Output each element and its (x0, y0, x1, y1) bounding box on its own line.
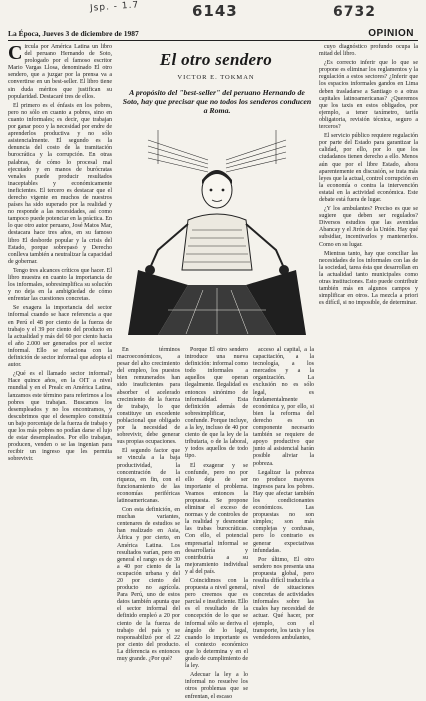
article-paragraph: Se exagera la importancia del sector informal cuando se hace referencia a que en Perú el 48 por ciento de la fuerza de trabajo y el 39 por ciento del producto en la actualidad y más del 60 por ciento hacia el año 2.000 ser generados por el sector informal. Ello se relaciona con la definición de sector informal que adopta el autor. (8, 305, 112, 369)
article-paragraph: Porque El otro sendero introduce una nueva definición: informal como todo informales a aquellos que operan ilegalmente. Ilegalidad es entonces sinónimo de informalidad. Esta definición además de sobresimplificar, confunde. Porque incluye, a la ley, incluso de 40 por ciento de que la ley de la tributaria, o de la laboral, y todos aquellos de todo tipo. (185, 347, 248, 460)
article-paragraph: El segundo factor que se vincula a la baja productividad, la concentración de la riqueza, en fin, con el funcionamiento de las economías periféricas latinoamericanas. (117, 448, 180, 504)
dropcap: C (8, 42, 23, 64)
article-paragraph: acceso al capital, a la capacitación, a la tecnología, a los mercados y a la organización. La exclusión no es sólo legal, es fundamentalmente económica y, por ello, si bien la reforma del derecho es un componente necesario también se requiere de apoyo productivo que junto al asistencial harán posible aliviar la pobreza. (253, 347, 314, 467)
handwritten-annotation-left: Jsp. - 1.7 (89, 0, 140, 14)
article-column-4 (253, 347, 314, 641)
article-paragraph: Tengo tres alcances críticos que hacer. El libro muestra en cuanto la importancia de los informales, sobresimplifica su solución y no deja en la ambigüedad de cómo enfrentar las cuestiones concretas. (8, 267, 112, 303)
article-paragraph: El primero es el énfasis en los pobres, pero no sólo en cuanto a pobres, sino en cuanto informales; es decir, que trabajan por ganar poco y la necesidad por endre de aprenderlos productiva y no sólo asistencialmente. El segundo es la denuncia del costo de la tramitación burocrática y la corrupción. En otras palabras, de cómo lo procesal mal ejecutado y en manos de burócratas venales puede producir resultados inaceptables y económicamente ineficientes. El tercero es destacar que el derecho vigente en muchos de nuestros países ha sido superado por la realidad y no responde a las necesidades, así como tampoco puede potenciar en la práctica. En lo que otro autor peruano, José Matos Mar, destacara hace tres años, en su famoso libro El desborde popular y la crisis del Estado, porque sobrepasó y Derecho conlleva también a neutralizar la capacidad de gobernar. (8, 102, 112, 265)
article-paragraph: Legalizar la pobreza no produce mayores ingresos para los pobres. Hay que afectar también los condicionantes económicos. Las propuestas no son simples; son más complejas y confusas, pero lo contrario es generar expectativas infundadas. (253, 469, 314, 554)
handwritten-annotation-middle: 6143 (192, 2, 238, 20)
article-paragraph: ¿Es correcto inferir que lo que se propone es eliminar los reglamentos y la regulación a estos sectores? ¿Inferir que los espacios informales gandos en Lima deben trasladarse a Santiago o a otras capitales latinoamericanas? ¿Queremos que los taxis en estos obligados, por ejemplo, a tener taxímetro, tarifa obligatoria, revisión técnica, seguro a terceros? (319, 60, 418, 131)
article-title: El otro sendero (159, 50, 273, 69)
article-column-2 (117, 347, 180, 663)
article-paragraph: Con esta definición, en muchas variantes, centenares de estudios se han realizado en Asia, África y por cierto, en América Latina. Los resultados varían, pero en general el rango es de 30 a 40 por ciento de la ocupación urbana y del 20 por ciento del producto no agrícola. Para Perú, uno de estos datos también apunta que el sector informal del definido empleó a 20 por ciento de la fuerza de trabajo del país y se responsabilizó por el 22 por ciento del producto. La diferencia es entonces muy grande. ¿Por qué? (117, 507, 180, 663)
article-paragraph: ¿Y los ambulantes? Preciso es que se sugiere que deben ser regulados? Diversos estudios que las avenidas Abancay y el Jirón de la Unión. Hay qué subsidiar, incentivarlos y mantenerlos. Como en su lugar. (319, 206, 418, 248)
article-paragraph: Mientras tanto, hay que conciliar las necesidades de los informales con las de la sociedad, tarea ésta que desarrollan en la actualidad tanto municipales como otras instituciones. Esto puede contribuir también más en algunos campos y simplificar en otros. La mezcla a priori es difícil, si no imposible, de determinar. (319, 250, 418, 307)
handwritten-annotation-right: 6732 (333, 4, 376, 20)
article-paragraph: Coincidimos con la propuesta a nivel general, pero creemos que es parcial e insuficiente. Ello es el resultado de la concepción de lo que se informal sólo se deriva el ángulo de lo legal, cuando lo importante es el contexto económico que lo determina y en el grado de cumplimiento de la ley. (185, 578, 248, 670)
article-column-5 (319, 44, 418, 596)
article-paragraph: Por último, El otro sendero nos presenta una propuesta global, pero resulta difícil traducirla a nivel de situaciones concretas de actividades informales sobre las cuales hay necesidad de actuar. Qué hacer, por ejemplo, con el transporte, los taxis y los vendedores ambulantes, (253, 556, 314, 641)
article-paragraph: cuyo diagnóstico profundo ocupa la mitad del libro. (319, 44, 418, 58)
article-paragraph: En términos macroeconómicos, a pesar del alto crecimiento del empleo, los puestos bien remunerados han sido insuficientes para absorber el acelerado crecimiento de la fuerza de trabajo, lo que constituye un excedente poblacional que obligado por la necesidad de sobrevivir, debe generar sus propias ocupaciones. (117, 347, 180, 446)
article-paragraph (8, 44, 112, 101)
illustration-figure-with-crossroads (128, 120, 306, 336)
article-paragraph: El exagerar y se confunde, pero no por ello deja de ser importante el problema. Veamos entonces la propuesta. Se propone eliminar el exceso de normas y de controles de la realidad y desmontar las trabas burocráticas. Con ello, el potencial empresarial informal se desarrollaría y contribuiría a su mejoramiento individual y al del país. (185, 462, 248, 575)
paper-date: La Época, Jueves 3 de diciembre de 1987 (8, 29, 139, 38)
article-paragraph: Adecuar la ley a lo informal no resuelve los otros problemas que se enfrentan, el escaso (185, 672, 248, 700)
article-deck: A propósito del "best-seller" del peruano Hernando de Soto, hay que precisar que no todos los senderos conducen a Roma. (122, 88, 312, 115)
article-paragraph: ¿Qué es el llamado sector informal? Hace quince años, en la OIT a nivel mundial y en el Prealc en América Latina, lanzamos este término para referirnos a los pobres que trabajan. Buscamos los desempleados y no los encontramos, y descubrimos que el desempleo constituía un bajo porcentaje de la fuerza de trabajo y que los más pobres no podían darse el lujo de estar desempleados. Por ello trabajan, producen, venden o se las ingenian para recibir un ingreso que les permita sobrevivir. (8, 371, 112, 463)
paragraph-text: ircula por América Latina un libro del peruano Hernando de Soto, prologado por el famoso escritor Mario Vargas Llosa, denominado El otro sendero, que a juzgar por la prensa va a convertirse en un best-seller. El libro tiene sin duda méritos que justifican su popularidad. Destacaré tres de ellos. (8, 44, 112, 100)
article-column-1 (8, 44, 112, 596)
article-author: VICTOR E. TOKMAN (177, 74, 255, 81)
section-label: OPINION (368, 28, 414, 39)
article-column-3 (185, 347, 248, 700)
masthead (8, 26, 418, 41)
article-paragraph: El servicio público requiere regulación por parte del Estado para garantizar la calidad, por ello, por lo que los ciudadanos tienen derecho a ello. Menos aún que por el libre Estado, ahora aparentemente en discusión, se trata más leyes que la actual, control corrupción en la economía o contra la intervención estatal en la actividad económica. Este debate está fuera de lugar. (319, 133, 418, 203)
